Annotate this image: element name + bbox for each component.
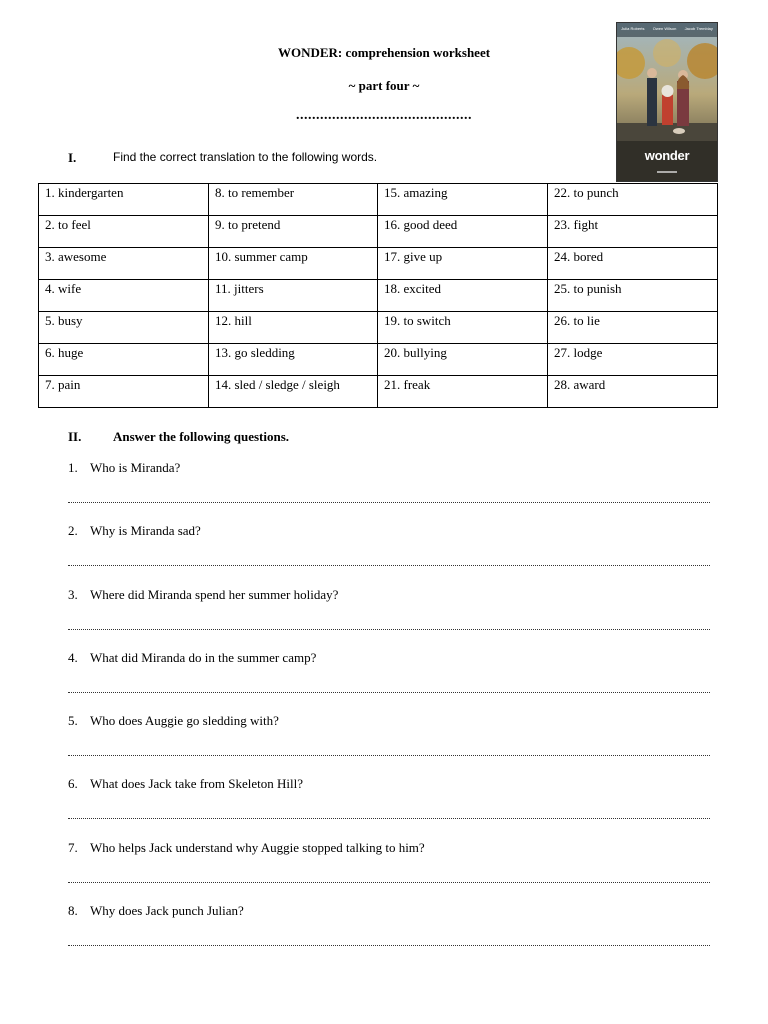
question-text: Where did Miranda spend her summer holiday? [90,587,339,602]
table-row [39,280,718,312]
movie-poster [616,22,718,182]
worksheet-subtitle: ~ part four ~ [348,78,420,93]
vocab-cell: 24. bored [548,248,718,280]
answer-line[interactable] [68,629,710,630]
answer-line[interactable] [68,755,710,756]
answer-line[interactable] [68,565,710,566]
answer-line[interactable] [68,882,710,883]
vocab-cell: 17. give up [378,248,548,280]
question-text: Who helps Jack understand why Auggie stopped talking to him? [90,840,425,855]
vocab-cell: 26. to lie [548,312,718,344]
table-row [39,184,718,216]
vocab-cell: 25. to punish [548,280,718,312]
vocab-cell: 18. excited [378,280,548,312]
vocab-cell: 15. amazing [378,184,548,216]
question-number: 2. [68,523,78,538]
vocab-cell: 7. pain [39,376,209,408]
vocab-cell: 22. to punch [548,184,718,216]
vocab-cell: 10. summer camp [209,248,378,280]
question-text: Who does Auggie go sledding with? [90,713,279,728]
poster-credit: Julia Roberts [621,26,645,31]
vocab-cell: 12. hill [209,312,378,344]
vocab-cell: 19. to switch [378,312,548,344]
vocab-cell: 13. go sledding [209,344,378,376]
vocab-cell: 2. to feel [39,216,209,248]
question-number: 1. [68,460,78,475]
poster-credit: Owen Wilson [652,26,677,31]
vocab-cell: 11. jitters [209,280,378,312]
question-number: 5. [68,713,78,728]
question-number: 3. [68,587,78,602]
section-number: II. [68,429,82,444]
vocab-cell: 20. bullying [378,344,548,376]
poster-title: wonder [644,148,690,163]
answer-line[interactable] [68,692,710,693]
vocab-cell: 9. to pretend [209,216,378,248]
question-number: 4. [68,650,78,665]
section-instruction: Find the correct translation to the following words. [113,150,378,164]
section-instruction: Answer the following questions. [113,429,290,444]
table-row [39,376,718,408]
vocab-cell: 1. kindergarten [39,184,209,216]
worksheet-title: WONDER: comprehension worksheet [277,45,491,60]
answer-line[interactable] [68,945,710,946]
answer-line[interactable] [68,818,710,819]
vocabulary-table [38,183,718,408]
question-number: 8. [68,903,78,918]
question-number: 6. [68,776,78,791]
vocab-cell: 21. freak [378,376,548,408]
vocab-cell: 23. fight [548,216,718,248]
vocab-cell: 14. sled / sledge / sleigh [209,376,378,408]
vocab-cell: 6. huge [39,344,209,376]
question-text: Who is Miranda? [90,460,181,475]
vocab-cell: 5. busy [39,312,209,344]
answer-line[interactable] [68,502,710,503]
table-row [39,248,718,280]
table-row [39,312,718,344]
table-row [39,216,718,248]
question-number: 7. [68,840,78,855]
question-text: What did Miranda do in the summer camp? [90,650,317,665]
poster-credit: Jacob Tremblay [684,26,713,31]
question-text: Why does Jack punch Julian? [90,903,244,918]
section-number: I. [68,150,77,165]
question-text: Why is Miranda sad? [90,523,201,538]
vocab-cell: 16. good deed [378,216,548,248]
question-text: What does Jack take from Skeleton Hill? [90,776,303,791]
vocab-cell: 27. lodge [548,344,718,376]
table-row [39,344,718,376]
vocab-cell: 28. award [548,376,718,408]
vocab-cell: 4. wife [39,280,209,312]
poster-credits [617,26,717,31]
name-line: ............................................ [296,108,472,123]
vocab-cell: 3. awesome [39,248,209,280]
vocab-cell: 8. to remember [209,184,378,216]
